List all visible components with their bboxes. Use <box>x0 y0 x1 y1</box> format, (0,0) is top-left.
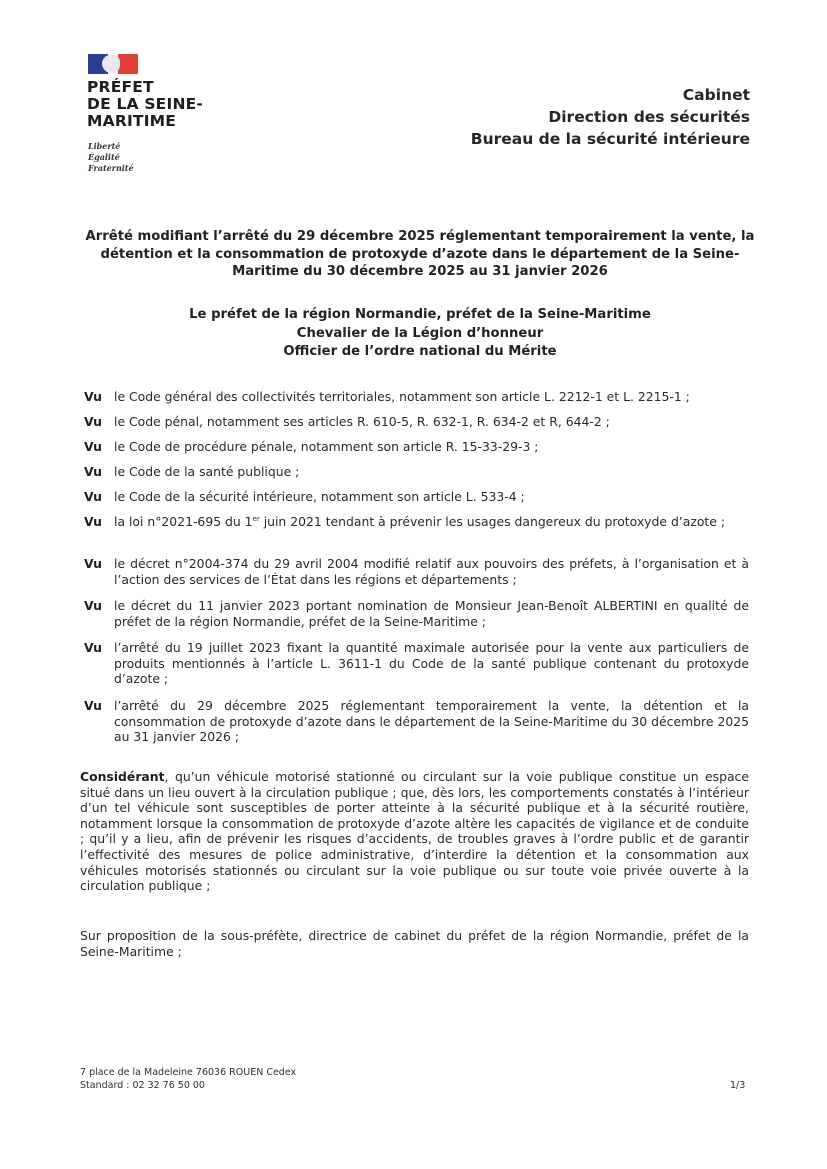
proposition-text: Sur proposition de la sous-préfète, directrice de cabinet du préfet de la région Normandie, préfet de la Seine-Maritime ; <box>80 928 749 959</box>
flag-red-band <box>118 54 138 74</box>
visa-item <box>84 389 749 405</box>
considerant-text: , qu’un véhicule motorisé stationné ou circulant sur la voie publique constitue un espace situé dans un lieu ouvert à la circulation publique ; que, dès lors, les comportements constatés à l’intérieur d’un tel véhicule sont susceptibles de porter atteinte à la sécurité publique et à la sécurité routière, notamment lorsque la consommation de protoxyde d’azote altère les capacités de vigilance et de conduite ; qu’il y a lieu, afin de prévenir les risques d’accidents, de troubles graves à l’ordre public et de garantir l’effectivité des mesures de police administrative, d’interdire la détention et la consommation aux véhicules motorisés stationnés ou circulant sur la voie publique ou sur toute voie privée ouverte à la circulation publique ; <box>80 769 749 894</box>
service-cabinet: Cabinet <box>682 86 750 104</box>
visa-item <box>84 698 749 745</box>
visa-text: le Code pénal, notamment ses articles R. 610-5, R. 632-1, R. 634-2 et R, 644-2 ; <box>114 414 610 429</box>
marianne-profile-icon <box>102 55 120 73</box>
visa-label: Vu <box>84 389 102 404</box>
considerant-label: Considérant <box>80 769 165 784</box>
marianne-flag-logo <box>88 54 138 74</box>
prefecture-name-line: DE LA SEINE- <box>87 95 204 113</box>
visa-text: le Code de la santé publique ; <box>114 464 300 479</box>
visa-item <box>84 489 749 505</box>
visa-text: l’arrêté du 29 décembre 2025 réglementant temporairement la vente, la détention et la consommation de protoxyde d’azote dans le département de la Seine-Maritime du 30 décembre 2025 au 31 janvier 2026 ; <box>114 698 749 744</box>
service-direction: Direction des sécurités <box>548 108 750 126</box>
visa-label: Vu <box>84 514 102 529</box>
service-bureau: Bureau de la sécurité intérieure <box>470 130 750 148</box>
visa-label: Vu <box>84 414 102 429</box>
visa-text-part: la loi n°2021-695 du 1 <box>114 514 253 529</box>
document-title <box>80 228 760 281</box>
title-line: détention et la consommation de protoxyde d’azote dans le département de la Seine- <box>100 246 740 262</box>
visa-text: le décret du 11 janvier 2023 portant nomination de Monsieur Jean-Benoît ALBERTINI en qualité de préfet de la région Normandie, préfet de la Seine-Maritime ; <box>114 598 749 629</box>
visa-item <box>84 640 749 687</box>
visa-label: Vu <box>84 556 102 571</box>
visa-text-part: juin 2021 tendant à prévenir les usages dangereux du protoxyde d’azote ; <box>259 514 726 529</box>
visa-item <box>84 439 749 455</box>
visa-label: Vu <box>84 640 102 655</box>
visa-text: l’arrêté du 19 juillet 2023 fixant la quantité maximale autorisée pour la vente aux particuliers de produits mentionnés à l’article L. 3611-1 du Code de la santé publique contenant du protoxyde d’azote ; <box>114 640 749 686</box>
motto-liberte: Liberté <box>88 141 121 151</box>
motto-fraternite: Fraternité <box>88 163 134 173</box>
republic-motto <box>88 141 134 174</box>
title-line: Arrêté modifiant l’arrêté du 29 décembre 2025 réglementant temporairement la vente, la <box>85 229 755 244</box>
service-header <box>471 84 750 150</box>
visa-text: le décret n°2004-374 du 29 avril 2004 modifié relatif aux pouvoirs des préfets, à l’organisation et à l’action des services de l’État dans les régions et départements ; <box>114 556 749 587</box>
visa-item <box>84 414 749 430</box>
visa-item <box>84 556 749 587</box>
flag-white-band <box>108 54 118 74</box>
prefecture-name-line: MARITIME <box>87 112 177 130</box>
signatory-line: Chevalier de la Légion d’honneur <box>296 325 544 341</box>
signatory-line: Le préfet de la région Normandie, préfet de la Seine-Maritime <box>189 307 651 322</box>
prefecture-name <box>87 79 203 130</box>
footer-address: 7 place de la Madeleine 76036 ROUEN Cedex <box>80 1067 297 1078</box>
title-line: Maritime du 30 décembre 2025 au 31 janvier 2026 <box>232 264 608 279</box>
page-number: 1/3 <box>730 1080 746 1091</box>
prefecture-name-line: PRÉFET <box>87 78 154 96</box>
visa-label: Vu <box>84 439 102 454</box>
visa-text: le Code de procédure pénale, notamment son article R. 15-33-29-3 ; <box>114 439 539 454</box>
visa-text <box>114 514 749 530</box>
visa-item <box>84 464 749 480</box>
visa-label: Vu <box>84 464 102 479</box>
visa-label: Vu <box>84 698 102 713</box>
visa-item <box>84 514 749 530</box>
footer-phone: Standard : 02 32 76 50 00 <box>80 1080 205 1091</box>
visa-text: le Code de la sécurité intérieure, notamment son article L. 533-4 ; <box>114 489 525 504</box>
visa-item <box>84 598 749 629</box>
signatory-line: Officier de l’ordre national du Mérite <box>283 344 557 359</box>
visa-label: Vu <box>84 489 102 504</box>
considerant-paragraph <box>80 769 749 894</box>
visa-text: le Code général des collectivités territoriales, notamment son article L. 2212-1 et L. 2215-1 ; <box>114 389 690 404</box>
ordinal-superscript: er <box>252 514 260 523</box>
signatory-block <box>80 306 760 362</box>
proposition-paragraph <box>80 928 749 959</box>
visa-label: Vu <box>84 598 102 613</box>
motto-egalite: Égalité <box>88 152 120 162</box>
footer-contact <box>80 1066 296 1092</box>
